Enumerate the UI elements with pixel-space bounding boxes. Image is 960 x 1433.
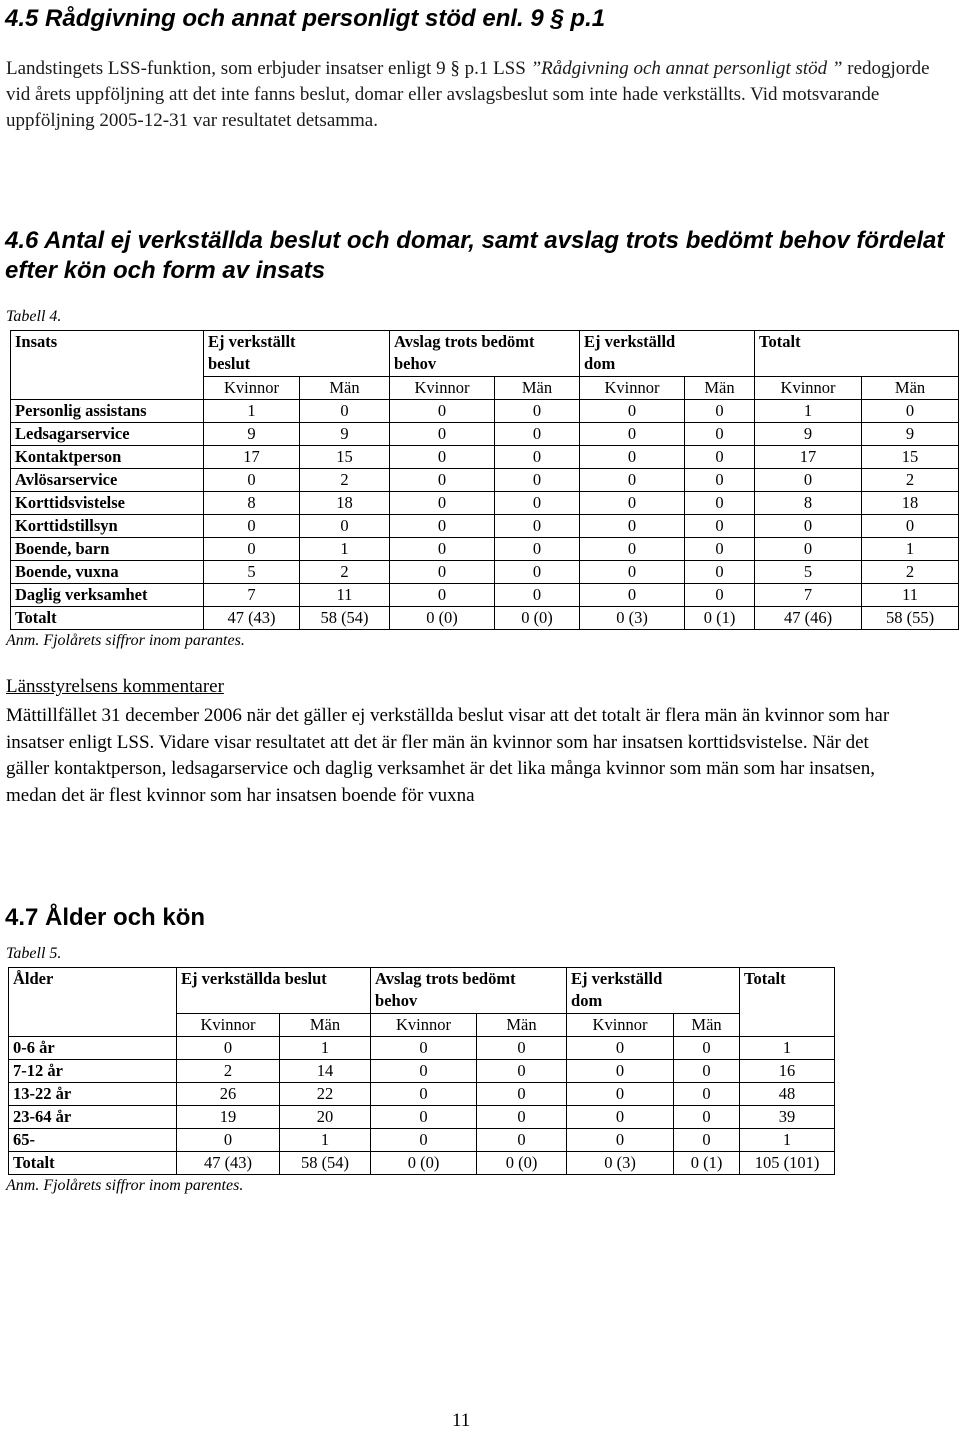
table-cell: 18 [862,492,959,515]
table-5-subheader-row [9,1014,835,1037]
table-cell: 1 [755,400,862,423]
section-4-5-paragraph [6,56,951,134]
table-cell: 0 [495,400,580,423]
table-cell: 0 [674,1129,740,1152]
table-cell: 0 [755,515,862,538]
table-cell: 0 [685,584,755,607]
table-cell: 0 [477,1129,567,1152]
section-heading-4-7: 4.7 Ålder och kön [5,904,206,931]
subheader-cell: Män [495,377,580,400]
subheader-cell: Män [477,1014,567,1037]
table-cell: 8 [755,492,862,515]
table-cell: 2 [300,469,390,492]
table-row [9,1129,835,1152]
column-header-alder: Ålder [9,968,177,1014]
table-cell: 7 [755,584,862,607]
table-cell: 11 [862,584,959,607]
row-label: Korttidsvistelse [11,492,204,515]
table-row [11,607,959,630]
table-cell: 0 [495,492,580,515]
table-cell: 0 [495,515,580,538]
table-cell: 0 [390,584,495,607]
column-header-insats: Insats [11,331,204,377]
table-cell: 7 [204,584,300,607]
subheader-cell: Kvinnor [371,1014,477,1037]
table-cell: 1 [204,400,300,423]
table-cell: 20 [280,1106,371,1129]
table-cell: 9 [862,423,959,446]
table-cell: 0 [300,400,390,423]
table-cell: 0 (0) [495,607,580,630]
table-cell: 0 (1) [685,607,755,630]
table-row [11,538,959,561]
table-cell: 0 [390,492,495,515]
subheader-cell: Kvinnor [567,1014,674,1037]
subheader-cell: Kvinnor [390,377,495,400]
row-label: 23-64 år [9,1106,177,1129]
subheader-cell: Kvinnor [204,377,300,400]
table-cell: 0 [204,469,300,492]
column-header-group: Avslag trots bedömt behov [390,331,580,377]
table-cell: 0 [685,400,755,423]
table-cell: 0 [567,1106,674,1129]
table-5-note: Anm. Fjolårets siffror inom parentes. [6,1177,244,1194]
row-label: Boende, vuxna [11,561,204,584]
table-cell: 0 [495,584,580,607]
column-header-group: Totalt [755,331,959,377]
table-row [11,515,959,538]
table-cell: 0 [204,538,300,561]
comment-title: Länsstyrelsens kommentarer [6,676,224,697]
table-cell: 58 (55) [862,607,959,630]
table-cell: 0 [495,469,580,492]
subheader-cell: Män [300,377,390,400]
column-header-group: Ej verkställd dom [567,968,740,1014]
table-cell: 2 [300,561,390,584]
row-label: Personlig assistans [11,400,204,423]
table-row [9,1106,835,1129]
column-header-group: Ej verkställda beslut [177,968,371,1014]
row-label: Korttidstillsyn [11,515,204,538]
table-cell: 0 [371,1037,477,1060]
table-cell: 16 [740,1060,835,1083]
table-cell: 0 (3) [580,607,685,630]
table-cell: 11 [300,584,390,607]
table-row [11,561,959,584]
table-4 [10,330,959,630]
table-cell: 17 [755,446,862,469]
table-cell: 0 (0) [477,1152,567,1175]
section-heading-4-6: 4.6 Antal ej verkställda beslut och domar, samt avslag trots bedömt behov fördelat efter kön och form av insats [5,227,945,284]
table-4-caption: Tabell 4. [6,308,62,325]
table-cell: 2 [177,1060,280,1083]
table-cell: 9 [204,423,300,446]
table-cell: 0 [685,561,755,584]
table-4-header-row [11,331,959,377]
table-cell: 0 [685,492,755,515]
table-5 [8,967,835,1175]
table-row [9,1060,835,1083]
table-cell: 14 [280,1060,371,1083]
section-heading-4-5: 4.5 Rådgivning och annat personligt stöd enl. 9 § p.1 [5,5,606,32]
table-row [11,584,959,607]
row-label: 65- [9,1129,177,1152]
row-label: Totalt [9,1152,177,1175]
table-cell: 9 [300,423,390,446]
row-label: 7-12 år [9,1060,177,1083]
table-cell: 0 [371,1106,477,1129]
subheader-cell: Män [280,1014,371,1037]
empty-cell [11,377,204,400]
table-cell: 0 (1) [674,1152,740,1175]
table-cell: 1 [862,538,959,561]
column-header-group: Totalt [740,968,835,1014]
table-5-caption: Tabell 5. [6,945,62,962]
table-cell: 0 [567,1129,674,1152]
comment-text: Mättillfället 31 december 2006 när det gäller ej verkställda beslut visar att det totalt är flera män än kvinnor som har insatser enligt LSS. Vidare visar resultatet att det är fler män än kvinnor som har insatsen korttidsvistelse. När det gäller kontaktperson, ledsagarservice och daglig verksamhet är det lika många kvinnor som män som har insatsen, medan det är flest kvinnor som har insatsen boende för vuxna [6,705,890,806]
table-row [11,492,959,515]
row-label: Boende, barn [11,538,204,561]
table-cell: 0 (3) [567,1152,674,1175]
table-cell: 0 [390,400,495,423]
table-cell: 22 [280,1083,371,1106]
table-cell: 0 [580,423,685,446]
table-cell: 19 [177,1106,280,1129]
subheader-cell: Kvinnor [177,1014,280,1037]
table-cell: 0 [371,1060,477,1083]
table-5-header-row [9,968,835,1014]
table-cell: 58 (54) [300,607,390,630]
table-cell: 0 [390,423,495,446]
table-cell: 2 [862,561,959,584]
table-cell: 0 [685,423,755,446]
table-cell: 9 [755,423,862,446]
subheader-cell: Män [674,1014,740,1037]
table-row [11,446,959,469]
table-cell: 0 [580,561,685,584]
paragraph-part-a: Landstingets LSS-funktion, som erbjuder insatser enligt 9 § p.1 LSS [6,58,531,79]
table-4-subheader-row [11,377,959,400]
table-cell: 0 (0) [390,607,495,630]
table-cell: 0 [567,1037,674,1060]
table-cell: 0 [390,515,495,538]
table-cell: 0 [390,469,495,492]
table-cell: 47 (43) [204,607,300,630]
table-cell: 39 [740,1106,835,1129]
table-cell: 1 [740,1129,835,1152]
table-cell: 2 [862,469,959,492]
table-cell: 5 [755,561,862,584]
table-cell: 0 [495,561,580,584]
table-cell: 0 [567,1083,674,1106]
row-label: 13-22 år [9,1083,177,1106]
table-cell: 0 [390,561,495,584]
table-cell: 0 [685,515,755,538]
table-cell: 0 [300,515,390,538]
row-label: Totalt [11,607,204,630]
table-5-body [9,1037,835,1175]
table-row [9,1083,835,1106]
column-header-group: Ej verkställd dom [580,331,755,377]
table-cell: 0 [685,469,755,492]
table-4-note: Anm. Fjolårets siffror inom parantes. [6,632,245,649]
empty-cell [9,1014,177,1037]
column-header-group: Avslag trots bedömt behov [371,968,567,1014]
table-cell: 0 [685,446,755,469]
table-cell: 0 [390,446,495,469]
subheader-cell: Män [862,377,959,400]
table-cell: 0 [495,446,580,469]
table-cell: 0 [755,469,862,492]
table-cell: 0 [477,1060,567,1083]
paragraph-part-b: redogjorde vid årets uppföljning att det inte fanns beslut, domar eller avslagsbeslut som inte hade verkställts. Vid motsvarande uppföljning 2005-12-31 var resultatet detsamma. [6,58,930,131]
row-label: Kontaktperson [11,446,204,469]
column-header-group: Ej verkställt beslut [204,331,390,377]
empty-cell [740,1014,835,1037]
table-cell: 0 [371,1083,477,1106]
subheader-cell: Kvinnor [580,377,685,400]
table-cell: 0 [390,538,495,561]
table-cell: 0 [674,1060,740,1083]
table-cell: 1 [300,538,390,561]
table-cell: 0 [371,1129,477,1152]
table-cell: 17 [204,446,300,469]
table-row [9,1152,835,1175]
table-cell: 15 [300,446,390,469]
table-cell: 48 [740,1083,835,1106]
table-cell: 0 [580,538,685,561]
table-cell: 0 [177,1129,280,1152]
table-cell: 0 [580,446,685,469]
table-cell: 0 [674,1037,740,1060]
table-cell: 47 (46) [755,607,862,630]
table-cell: 105 (101) [740,1152,835,1175]
table-cell: 0 [674,1083,740,1106]
table-cell: 0 (0) [371,1152,477,1175]
table-cell: 0 [580,515,685,538]
table-cell: 26 [177,1083,280,1106]
table-row [9,1037,835,1060]
table-cell: 0 [862,400,959,423]
table-cell: 0 [477,1083,567,1106]
table-4-body [11,400,959,630]
table-cell: 0 [477,1037,567,1060]
table-cell: 47 (43) [177,1152,280,1175]
table-cell: 1 [280,1129,371,1152]
table-cell: 0 [580,584,685,607]
table-row [11,423,959,446]
paragraph-italic-title: ”Rådgivning och annat personligt stöd ” [530,58,843,79]
table-cell: 0 [755,538,862,561]
table-cell: 15 [862,446,959,469]
table-cell: 1 [740,1037,835,1060]
table-cell: 0 [495,423,580,446]
table-row [11,400,959,423]
table-cell: 0 [862,515,959,538]
table-cell: 0 [685,538,755,561]
row-label: 0-6 år [9,1037,177,1060]
page-number: 11 [452,1410,471,1431]
subheader-cell: Män [685,377,755,400]
table-cell: 0 [580,469,685,492]
row-label: Ledsagarservice [11,423,204,446]
table-cell: 1 [280,1037,371,1060]
table-cell: 0 [495,538,580,561]
table-cell: 0 [674,1106,740,1129]
table-row [11,469,959,492]
row-label: Avlösarservice [11,469,204,492]
subheader-cell: Kvinnor [755,377,862,400]
table-cell: 0 [177,1037,280,1060]
table-cell: 0 [580,492,685,515]
table-cell: 58 (54) [280,1152,371,1175]
table-cell: 8 [204,492,300,515]
table-cell: 5 [204,561,300,584]
row-label: Daglig verksamhet [11,584,204,607]
table-cell: 0 [477,1106,567,1129]
table-cell: 0 [204,515,300,538]
table-cell: 0 [567,1060,674,1083]
table-cell: 0 [580,400,685,423]
table-cell: 18 [300,492,390,515]
